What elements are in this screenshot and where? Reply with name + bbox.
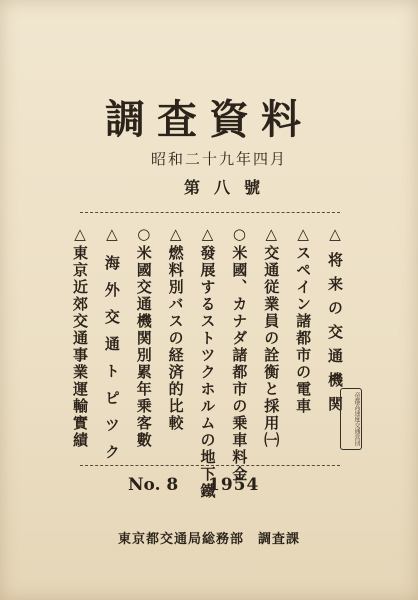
- toc-item: ○米國交通機関別累年乗客數: [134, 225, 153, 449]
- issue-number: 第八號: [183, 178, 274, 197]
- toc-item: △交通従業員の詮衡と採用㈠: [262, 225, 281, 449]
- publication-year: 1954: [208, 475, 260, 495]
- toc-item: △燃料別バスの経済的比較: [166, 225, 185, 432]
- library-stamp: 帝都高速度交通営団: [340, 388, 362, 450]
- volume-number: No. 8: [128, 475, 179, 495]
- toc-item: △将来の交通機関: [326, 225, 344, 420]
- dashed-divider-top: [80, 212, 340, 213]
- toc-item: ○米國、カナダ諸都市の乗車料金: [230, 225, 249, 483]
- toc-item: △東京近郊交通事業運輸實績: [71, 225, 89, 449]
- toc-item: △海外交通トピツク: [102, 225, 121, 471]
- toc-item: △發展するストツクホルムの地下鐵: [198, 225, 217, 500]
- publisher: 東京都交通局総務部 調査課: [117, 532, 300, 547]
- document-title: 調査資料: [105, 96, 313, 143]
- publication-date: 昭和二十九年四月: [150, 150, 287, 168]
- dashed-divider-bottom: [80, 465, 340, 466]
- toc-item: △スペイン諸都市の電車: [294, 225, 313, 415]
